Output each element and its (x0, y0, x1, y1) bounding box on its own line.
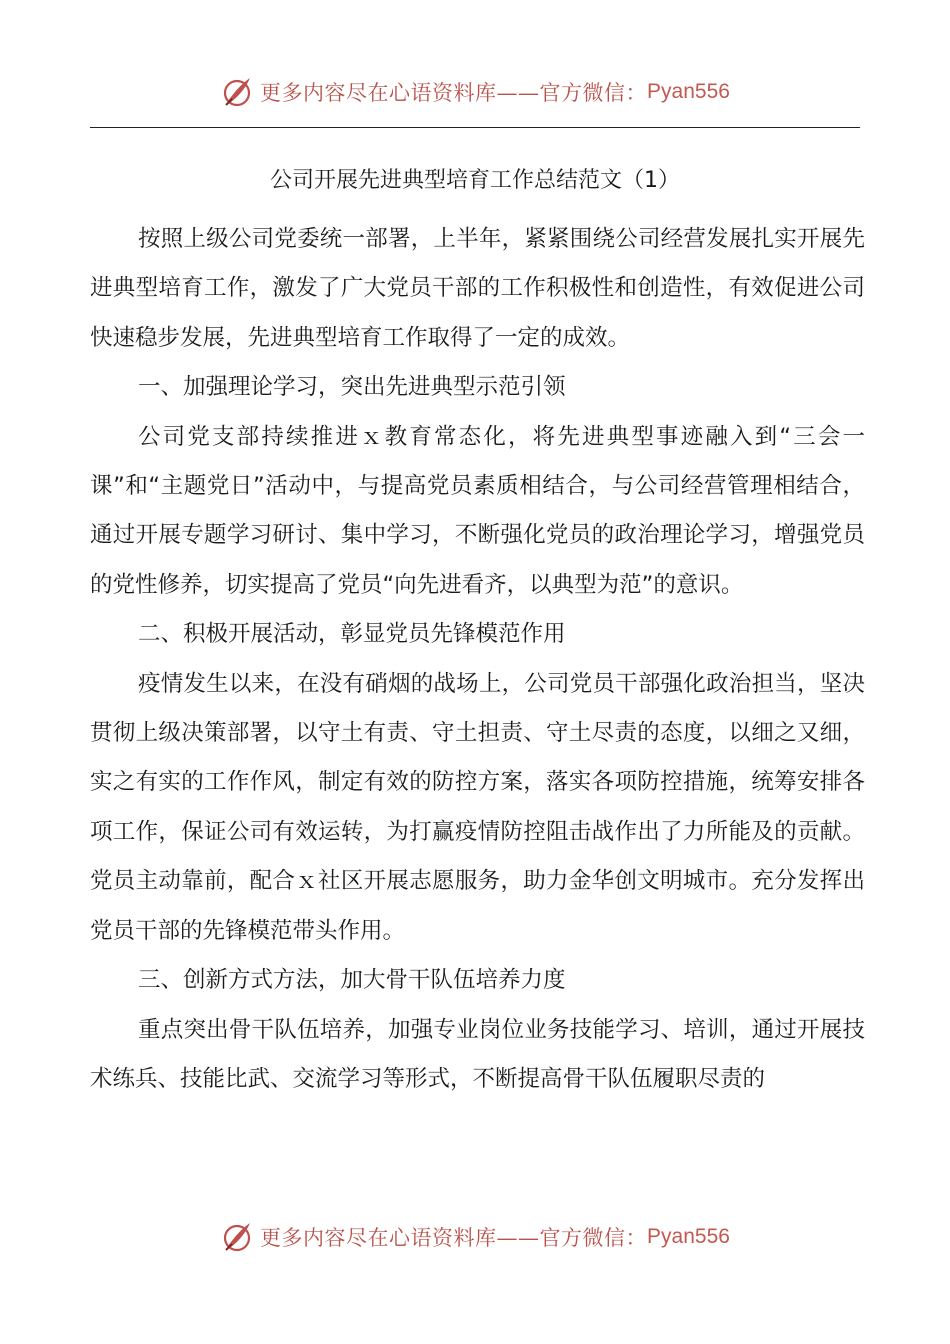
document-title: 公司开展先进典型培育工作总结范文（1） (270, 168, 680, 193)
watermark-wechat-id: Pyan556 (647, 80, 730, 103)
paragraph-section-2: 疫情发生以来，在没有硝烟的战场上，公司党员干部强化政治担当，坚决贯彻上级决策部署，以守土有责、守土担责、守土尽责的态度，以细之又细，实之有实的工作作风，制定有效的防控方案，落实各项防控措施，统筹安排各项工作，保证公司有效运转，为打赢疫情防控阻击战作出了力所能及的贡献。党员主动靠前，配合ｘ社区开展志愿服务，助力金华创文明城市。充分发挥出党员干部的先锋模范带头作用。 (90, 670, 865, 944)
watermark-wechat-id: Pyan556 (647, 1225, 730, 1248)
section-heading-3: 三、创新方式方法，加大骨干队伍培养力度 (138, 967, 566, 994)
watermark-text: 更多内容尽在心语资料库——官方微信： (260, 1226, 648, 1250)
footer-watermark (0, 1215, 950, 1259)
paragraph-intro: 按照上级公司党委统一部署，上半年，紧紧围绕公司经营发展扎实开展先进典型培育工作，激发了广大党员干部的工作积极性和创造性，有效促进公司快速稳步发展，先进典型培育工作取得了一定的成效。 (90, 226, 865, 351)
quill-logo-icon (220, 75, 254, 109)
paragraph-section-3: 重点突出骨干队伍培养，加强专业岗位业务技能学习、培训，通过开展技术练兵、技能比武、交流学习等形式，不断提高骨干队伍履职尽责的 (90, 1016, 865, 1092)
paragraph-section-1: 公司党支部持续推进ｘ教育常态化，将先进典型事迹融入到“三会一课”和“主题党日”活动中，与提高党员素质相结合，与公司经营管理相结合，通过开展专题学习研讨、集中学习，不断强化党员的政治理论学习，增强党员的党性修养，切实提高了党员“向先进看齐，以典型为范”的意识。 (90, 423, 865, 598)
header-divider (90, 127, 860, 128)
section-heading-1: 一、加强理论学习，突出先进典型示范引领 (138, 374, 566, 401)
watermark-text: 更多内容尽在心语资料库——官方微信： (260, 81, 648, 105)
quill-logo-icon (220, 1220, 254, 1254)
document-body (90, 215, 865, 1104)
section-heading-2: 二、积极开展活动，彰显党员先锋模范作用 (138, 621, 566, 648)
header-watermark (0, 70, 950, 114)
